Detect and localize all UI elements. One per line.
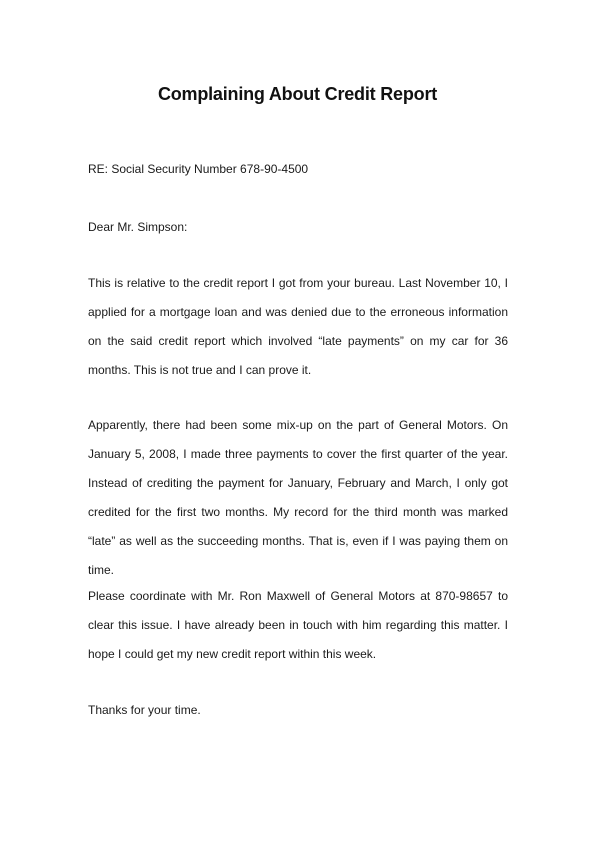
body-paragraph: Please coordinate with Mr. Ron Maxwell of General Motors at 870-98657 to clear this issue. I have already been in touch with him regarding this matter. I hope I could get my new credit report within this week. <box>88 589 508 661</box>
reference-line: RE: Social Security Number 678-90-4500 <box>88 162 309 176</box>
salutation: Dear Mr. Simpson: <box>88 220 188 234</box>
body-paragraph: Apparently, there had been some mix-up on the part of General Motors. On January 5, 2008, I made three payments to cover the first quarter of the year. Instead of crediting the payment for January, February and March, I only got credited for the first two months. My record for the third month was marked “late” as well as the succeeding months. That is, even if I was paying them on time. <box>88 418 508 577</box>
closing-line: Thanks for your time. <box>88 703 201 717</box>
letter-title: Complaining About Credit Report <box>157 84 438 104</box>
body-paragraph: This is relative to the credit report I got from your bureau. Last November 10, I applied for a mortgage loan and was denied due to the erroneous information on the said credit report which involved “late payments” on my car for 36 months. This is not true and I can prove it. <box>88 276 508 377</box>
